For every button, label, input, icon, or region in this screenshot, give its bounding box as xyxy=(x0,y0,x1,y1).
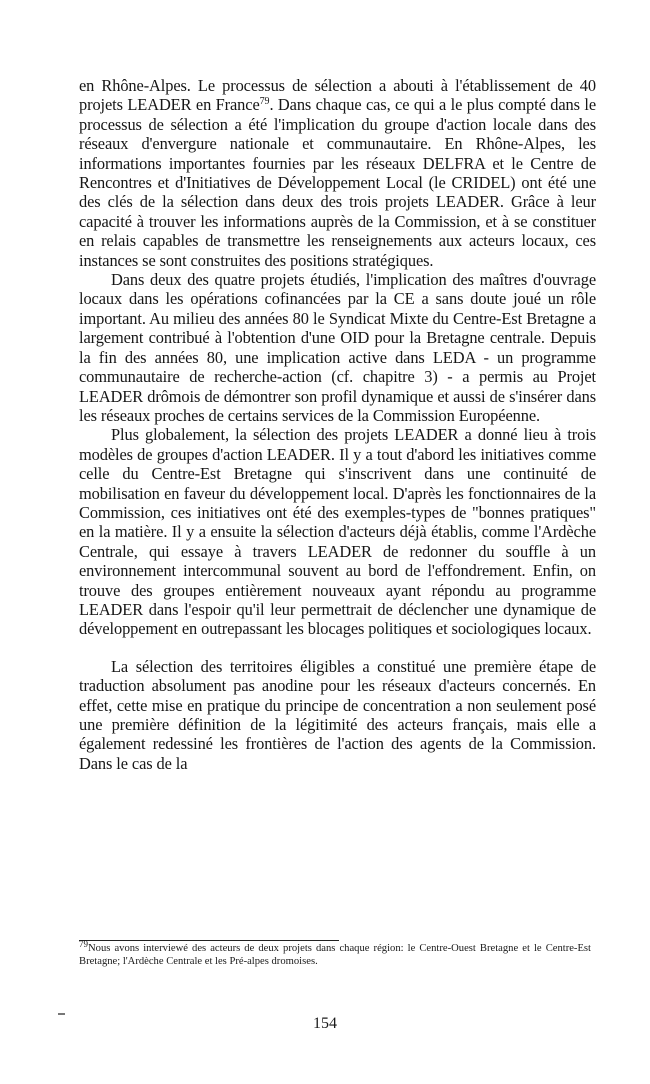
footnote xyxy=(79,939,591,968)
footnote-marker: 79 xyxy=(79,939,88,949)
paragraph-1-text-b: . Dans chaque cas, ce qui a le plus compté dans le processus de sélection a été l'implication du groupe d'action locale dans des réseaux d'envergure nationale et communautaire. En Rhône-Alpes, les informations importantes fournies par les réseaux DELFRA et le Centre de Rencontres et d'Initiatives de Développement Local (le CRIDEL) ont été une des clés de la sélection dans deux des trois projets LEADER. Grâce à leur capacité à trouver les informations auprès de la Commission, et à se constituer en relais capables de transmettre les renseignements aux acteurs locaux, ces instances se sont construites des positions stratégiques. xyxy=(79,95,596,270)
body-text xyxy=(79,76,596,773)
paragraph-4: La sélection des territoires éligibles a constitué une première étape de traduction absolument pas anodine pour les réseaux d'acteurs concernés. En effet, cette mise en pratique du principe de concentration a non seulement posé une première définition de la légitimité des acteurs français, mais elle a également redessiné les frontières de l'action des agents de la Commission. Dans le cas de la xyxy=(79,656,596,773)
footnote-separator xyxy=(79,940,339,941)
paragraph-1 xyxy=(79,76,596,270)
footnote-reference: 79 xyxy=(259,96,270,108)
footnote-text: Nous avons interviewé des acteurs de deux projets dans chaque région: le Centre-Ouest Bretagne et le Centre-Est Bretagne; l'Ardèche Centrale et les Pré-alpes dromoises. xyxy=(79,943,591,967)
paragraph-1-text-a: en Rhône-Alpes. Le processus de sélection a abouti à l'établissement de 40 projets LEADER en France xyxy=(79,76,596,115)
paragraph-3: Plus globalement, la sélection des projets LEADER a donné lieu à trois modèles de groupes d'action LEADER. Il y a tout d'abord les initiatives comme celle du Centre-Est Bretagne qui s'inscrivent dans une continuité de mobilisation en faveur du développement local. D'après les fonctionnaires de la Commission, ces initiatives ont été des exemples-types de "bonnes pratiques" en la matière. Il y a ensuite la sélection d'acteurs déjà établis, comme l'Ardèche Centrale, qui essaye à travers LEADER de redonner du souffle à un environnement intercommunal souvent au bord de l'effondrement. Enfin, on trouve des groupes entièrement nouveaux ayant répondu au programme LEADER dans l'espoir qu'il leur permettrait de déclencher une dynamique de développement en outrepassant les blocages politiques et sociologiques locaux. xyxy=(79,425,596,639)
page-number: 154 xyxy=(313,1015,337,1032)
paragraph-2: Dans deux des quatre projets étudiés, l'implication des maîtres d'ouvrage locaux dans les opérations cofinancées par la CE a sans doute joué un rôle important. Au milieu des années 80 le Syndicat Mixte du Centre-Est Bretagne a largement contribué à l'obtention d'une OID pour la Bretagne centrale. Depuis la fin des années 80, une implication active dans LEDA - un programme communautaire de recherche-action (cf. chapitre 3) - a permis au Projet LEADER drômois de démontrer son profil dynamique et aussi de s'insérer dans les réseaux proches de certains services de la Commission Européenne. xyxy=(79,270,596,425)
